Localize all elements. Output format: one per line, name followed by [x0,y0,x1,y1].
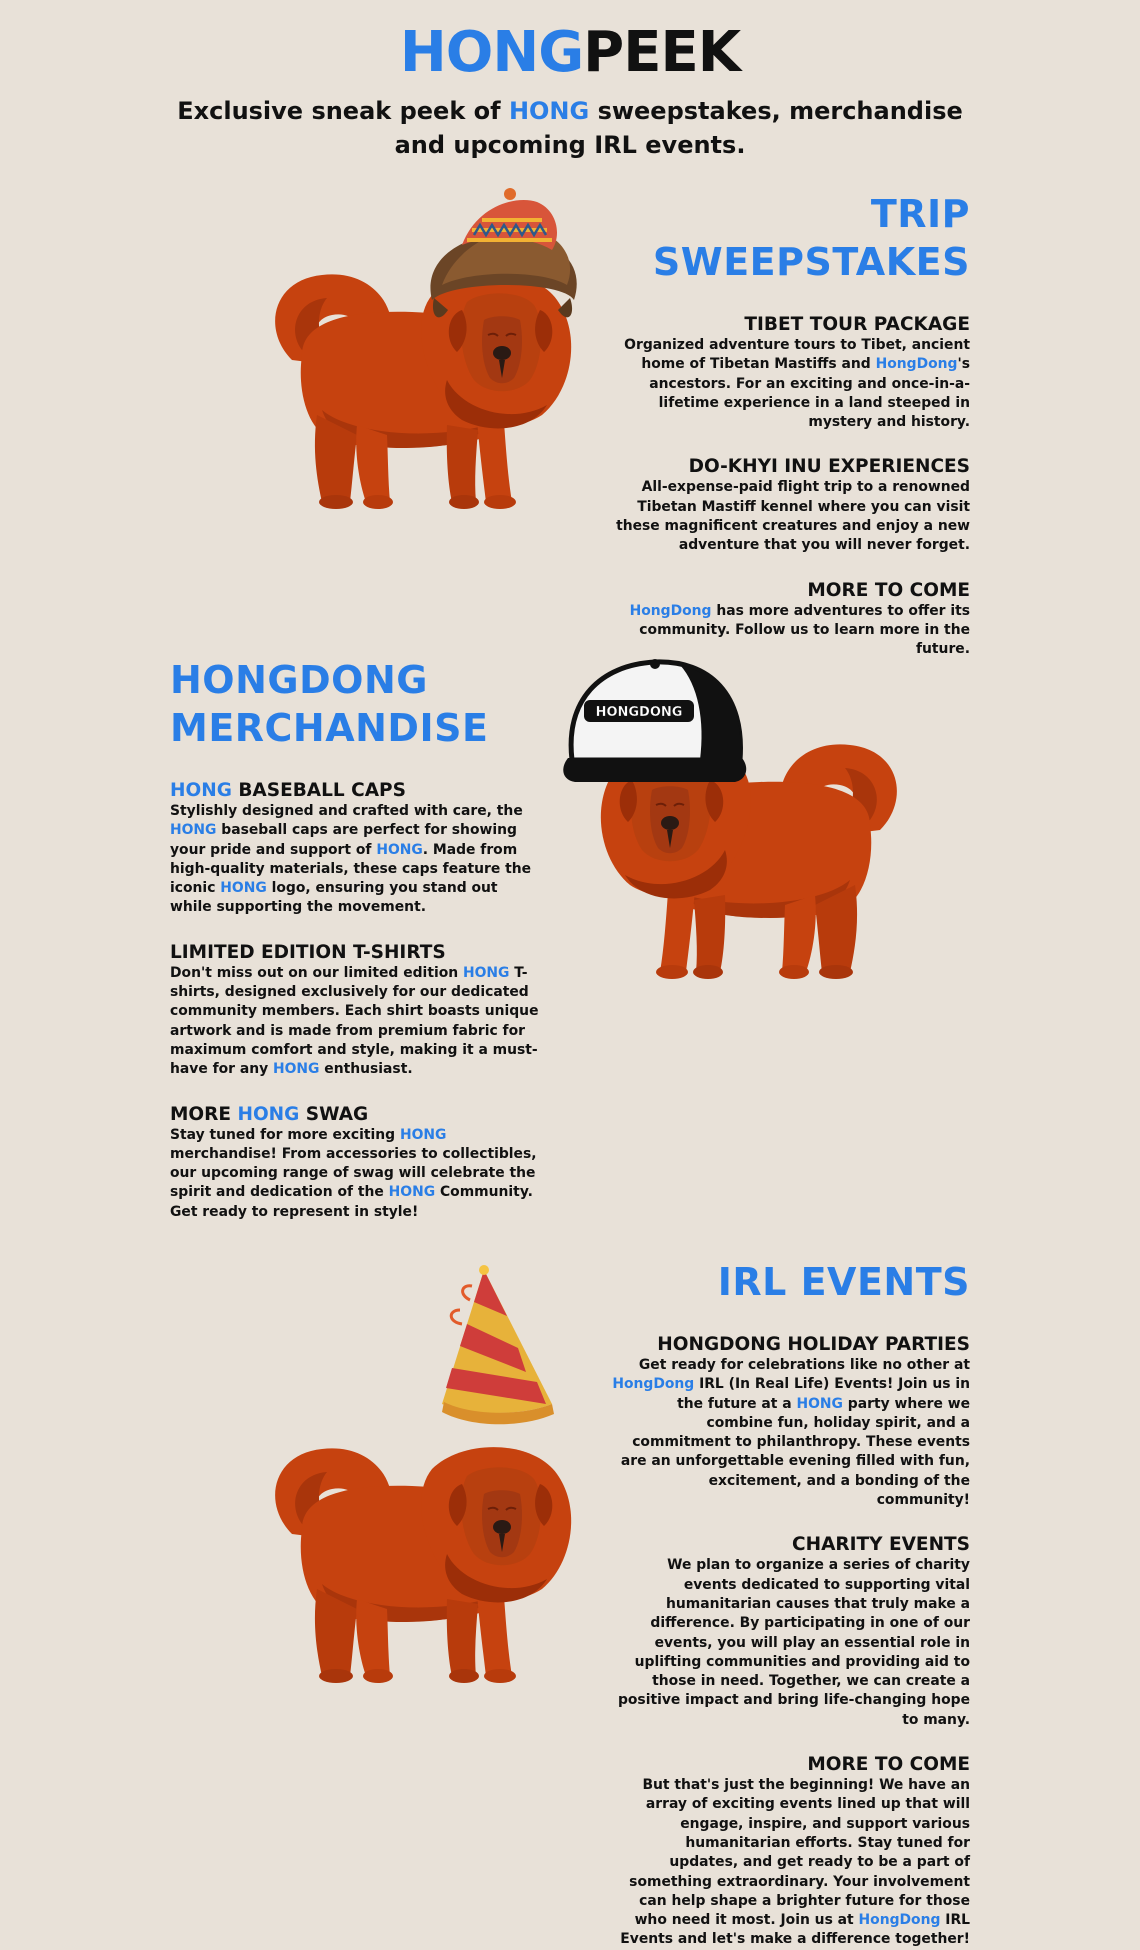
heading-text: BASEBALL CAPS [231,780,406,801]
logo-part-hong: HONG [399,20,584,85]
body-text: 's ancestors. For an exciting and once-in-a-lifetime experience in a land steeped in mystery and history. [649,356,970,431]
hongdong-link[interactable]: HongDong [612,1376,695,1393]
body-text: baseball caps are perfect for showing your pride and support of [170,822,517,858]
section-title: IRL EVENTS [717,1260,970,1304]
heading-text: MORE [170,1103,238,1125]
item-heading: TIBET TOUR PACKAGE [744,314,970,335]
item-body [170,964,540,1080]
item-body [612,1356,970,1510]
trip-item-more [612,580,970,660]
body-text: Don't miss out on our limited edition [170,964,463,981]
events-item-charity [612,1534,970,1730]
title-line-2: MERCHANDISE [170,706,489,750]
item-heading: CHARITY EVENTS [792,1534,970,1556]
hong-highlight: HONG [388,1184,436,1201]
hong-highlight: HONG [170,822,217,839]
tagline-text: Exclusive sneak peek of [177,97,509,125]
item-heading [170,780,540,802]
body-text: Community. Get ready to represent in style! [170,1184,533,1220]
item-body: We plan to organize a series of charity events dedicated to supporting vital humanitarian causes that truly make a difference. By participating in one of our events, you will play an essential role in uplifting communities and providing aid to those in need. Together, we can create a positive impact and bring life-changing hope to many. [617,1557,970,1728]
hongdong-link[interactable]: HongDong [629,602,712,619]
tagline-text-end: sweepstakes, merchandise and upcoming IRL events. [394,97,963,159]
item-body [612,1776,970,1950]
heading-hong: HONG [237,1103,300,1125]
hongpeek-logo [0,22,1140,84]
heading-text: SWAG [299,1103,369,1125]
logo-part-peek: PEEK [583,20,741,85]
body-text: Stylishly designed and crafted with care, the [170,803,523,819]
cap-logo-text: HONGDONG [595,705,683,720]
item-heading [170,1104,540,1126]
events-item-holiday-parties [612,1334,970,1510]
item-heading: MORE TO COME [807,579,970,601]
hong-highlight: HONG [376,841,423,858]
merch-text-column [170,656,540,1222]
title-line-1: HONGDONG [170,658,428,702]
hongdong-link[interactable]: HongDong [875,356,958,373]
body-text: But that's just the beginning! We have an array of exciting events lined up that will engage, inspire, and support various humanitarian efforts. Stay tuned for updates, and get ready to be a part of something extraordinary. Your involvement can help shape a brighter future for those who need it most. Join us at [629,1777,970,1929]
dog-with-party-hat-illustration [262,1264,622,1704]
tagline [160,94,980,162]
body-text: Stay tuned for more exciting [170,1126,400,1143]
section-title [612,190,970,286]
trip-item-tibet [612,314,970,432]
hong-highlight: HONG [220,880,267,897]
trip-sweepstakes-section [0,190,1140,658]
merchandise-section [0,656,1140,1220]
events-item-more [612,1754,970,1950]
hong-highlight: HONG [463,964,510,981]
page-header [0,22,1140,162]
body-text: enthusiast. [319,1061,413,1078]
irl-events-section [0,1258,1140,1948]
body-text: has more adventures to offer its community. Follow us to learn more in the future. [639,602,970,658]
title-line-2: SWEEPSTAKES [652,240,970,284]
merch-item-caps [170,780,540,918]
hong-highlight: HONG [796,1395,843,1412]
body-text: IRL (In Real Life) Events! Join us in the future at a [677,1376,970,1412]
hongdong-link[interactable]: HongDong [858,1912,941,1929]
item-heading: LIMITED EDITION T-SHIRTS [170,941,446,963]
item-body [612,336,970,432]
body-text: logo, ensuring you stand out while supporting the movement. [170,880,498,916]
body-text: merchandise! From accessories to collectibles, our upcoming range of swag will celebrate the spirit and dedication of the [170,1145,537,1201]
title-line-1: TRIP [870,192,970,236]
merch-item-swag [170,1104,540,1222]
merch-item-tshirts [170,942,540,1080]
item-body [170,1126,540,1222]
section-title [170,656,540,752]
item-body [170,802,540,918]
item-heading: MORE TO COME [807,1754,970,1776]
trip-text-column [612,190,970,660]
hong-highlight: HONG [399,1126,447,1143]
item-body: All-expense-paid flight trip to a renowned Tibetan Mastiff kennel where you can visit these magnificent creatures and enjoy a new adventure that you will never forget. [616,479,970,554]
tagline-hong: HONG [508,97,590,125]
body-text: party where we combine fun, holiday spirit, and a commitment to philanthropy. These events are an unforgettable evening filled with fun, excitement, and a bonding of the community! [620,1395,970,1509]
heading-hong: HONG [170,780,232,801]
trip-item-do-khyi [612,456,970,555]
item-heading: HONGDONG HOLIDAY PARTIES [657,1334,970,1355]
body-text: . Made from high-quality materials, these caps feature the iconic [170,841,532,897]
body-text: Get ready for celebrations like no other at [638,1357,970,1373]
events-text-column [612,1258,970,1950]
hong-highlight: HONG [273,1061,320,1078]
body-text: Organized adventure tours to Tibet, ancient home of Tibetan Mastiffs and [624,337,970,373]
body-text: T-shirts, designed exclusively for our dedicated community members. Each shirt boasts unique artwork and is made from premium fabric for maximum comfort and style, making it a must-have for any [170,964,539,1078]
dog-with-tibetan-hat-illustration [262,190,622,530]
dog-with-baseball-cap-illustration [550,650,910,1010]
item-heading: DO-KHYI INU EXPERIENCES [688,456,970,478]
body-text: IRL Events and let's make a difference together! [620,1912,970,1948]
